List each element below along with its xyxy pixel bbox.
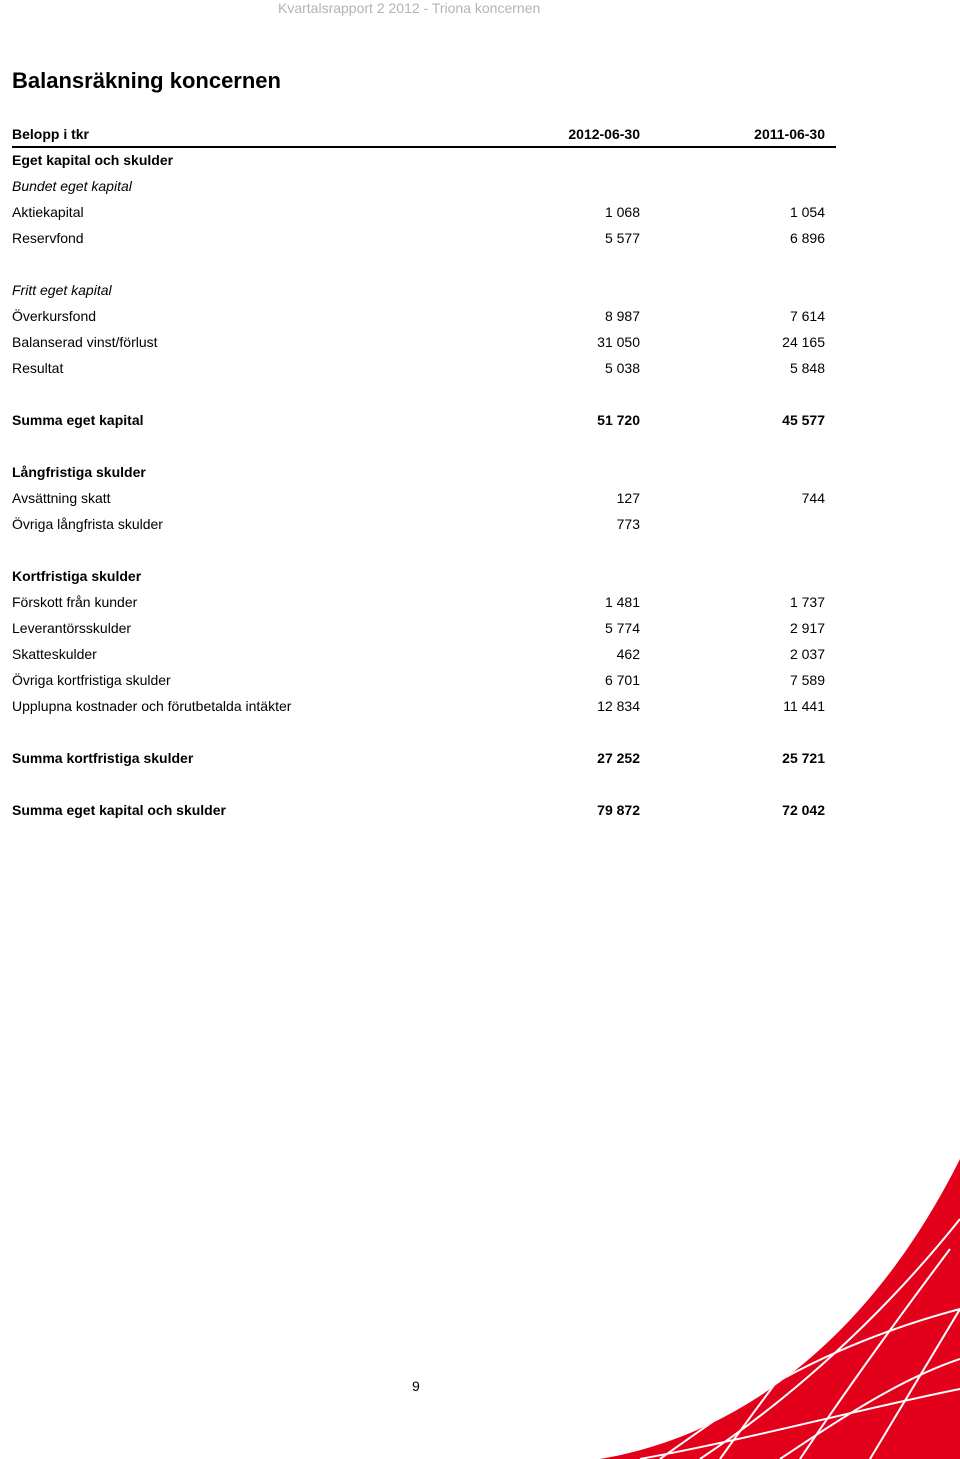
value-2011: 72 042 <box>782 802 825 818</box>
header-col-2012: 2012-06-30 <box>568 126 640 142</box>
table-row <box>0 355 840 381</box>
table-row <box>0 693 840 719</box>
value-2012: 6 701 <box>604 672 640 688</box>
row-label: Fritt eget kapital <box>12 282 112 298</box>
table-row <box>0 485 840 511</box>
value-2011: 2 037 <box>789 646 825 662</box>
row-label: Förskott från kunder <box>12 594 138 610</box>
value-2011: 25 721 <box>782 750 825 766</box>
row-label: Summa kortfristiga skulder <box>12 750 194 766</box>
row-label: Skatteskulder <box>12 646 97 662</box>
table-row <box>0 589 840 615</box>
value-2012: 8 987 <box>604 308 640 324</box>
spacer-row <box>0 719 840 745</box>
row-label: Övriga långfrista skulder <box>12 516 163 532</box>
row-label: Kortfristiga skulder <box>12 568 142 584</box>
globe-grid-graphic <box>600 1159 960 1459</box>
value-2012: 5 774 <box>604 620 640 636</box>
header-label: Belopp i tkr <box>12 126 90 142</box>
spacer-row <box>0 251 840 277</box>
value-2011: 744 <box>801 490 825 506</box>
value-2011: 1 054 <box>789 204 825 220</box>
page-title: Balansräkning koncernen <box>12 68 281 93</box>
table-row <box>0 511 840 537</box>
table-header-row <box>0 121 840 147</box>
value-2012: 773 <box>616 516 640 532</box>
value-2012: 51 720 <box>597 412 640 428</box>
table-row <box>0 563 840 589</box>
table-body <box>0 147 840 823</box>
value-2011: 45 577 <box>782 412 825 428</box>
table-row <box>0 797 840 823</box>
table-row <box>0 407 840 433</box>
value-2012: 127 <box>616 490 640 506</box>
running-header: Kvartalsrapport 2 2012 - Triona koncernen <box>278 0 541 16</box>
row-label: Övriga kortfristiga skulder <box>12 672 171 688</box>
row-label: Avsättning skatt <box>12 490 111 506</box>
balance-sheet-table <box>0 121 840 823</box>
row-label: Eget kapital och skulder <box>12 152 174 168</box>
table-row <box>0 745 840 771</box>
value-2011: 11 441 <box>783 698 825 714</box>
value-2011: 7 589 <box>789 672 825 688</box>
row-label: Summa eget kapital och skulder <box>12 802 226 818</box>
row-label: Långfristiga skulder <box>12 464 146 480</box>
spacer-row <box>0 433 840 459</box>
row-label: Överkursfond <box>12 308 97 324</box>
row-label: Upplupna kostnader och förutbetalda intäkter <box>12 698 292 714</box>
row-label: Aktiekapital <box>12 204 84 220</box>
table-row <box>0 225 840 251</box>
row-label: Balanserad vinst/förlust <box>12 334 158 350</box>
table-row <box>0 173 840 199</box>
page-number: 9 <box>412 1378 420 1394</box>
table-row <box>0 667 840 693</box>
row-label: Resultat <box>12 360 64 376</box>
row-label: Leverantörsskulder <box>12 620 132 636</box>
value-2011: 6 896 <box>789 230 825 246</box>
table-row <box>0 329 840 355</box>
value-2012: 1 481 <box>604 594 640 610</box>
table-row <box>0 615 840 641</box>
table-row <box>0 147 840 173</box>
spacer-row <box>0 771 840 797</box>
row-label: Reservfond <box>12 230 84 246</box>
spacer-row <box>0 381 840 407</box>
row-label: Bundet eget kapital <box>12 178 132 194</box>
row-label: Summa eget kapital <box>12 412 144 428</box>
value-2011: 1 737 <box>789 594 825 610</box>
spacer-row <box>0 537 840 563</box>
table-row <box>0 641 840 667</box>
table-row <box>0 199 840 225</box>
value-2012: 1 068 <box>604 204 640 220</box>
value-2012: 462 <box>616 646 640 662</box>
value-2012: 5 577 <box>604 230 640 246</box>
table-row <box>0 277 840 303</box>
value-2011: 24 165 <box>782 334 825 350</box>
value-2012: 27 252 <box>597 750 640 766</box>
header-col-2011: 2011-06-30 <box>754 126 825 142</box>
value-2011: 2 917 <box>789 620 825 636</box>
value-2012: 5 038 <box>604 360 640 376</box>
table-row <box>0 303 840 329</box>
value-2011: 7 614 <box>789 308 825 324</box>
table-row <box>0 459 840 485</box>
value-2012: 12 834 <box>597 698 640 714</box>
value-2011: 5 848 <box>789 360 825 376</box>
value-2012: 79 872 <box>597 802 640 818</box>
value-2012: 31 050 <box>597 334 640 350</box>
